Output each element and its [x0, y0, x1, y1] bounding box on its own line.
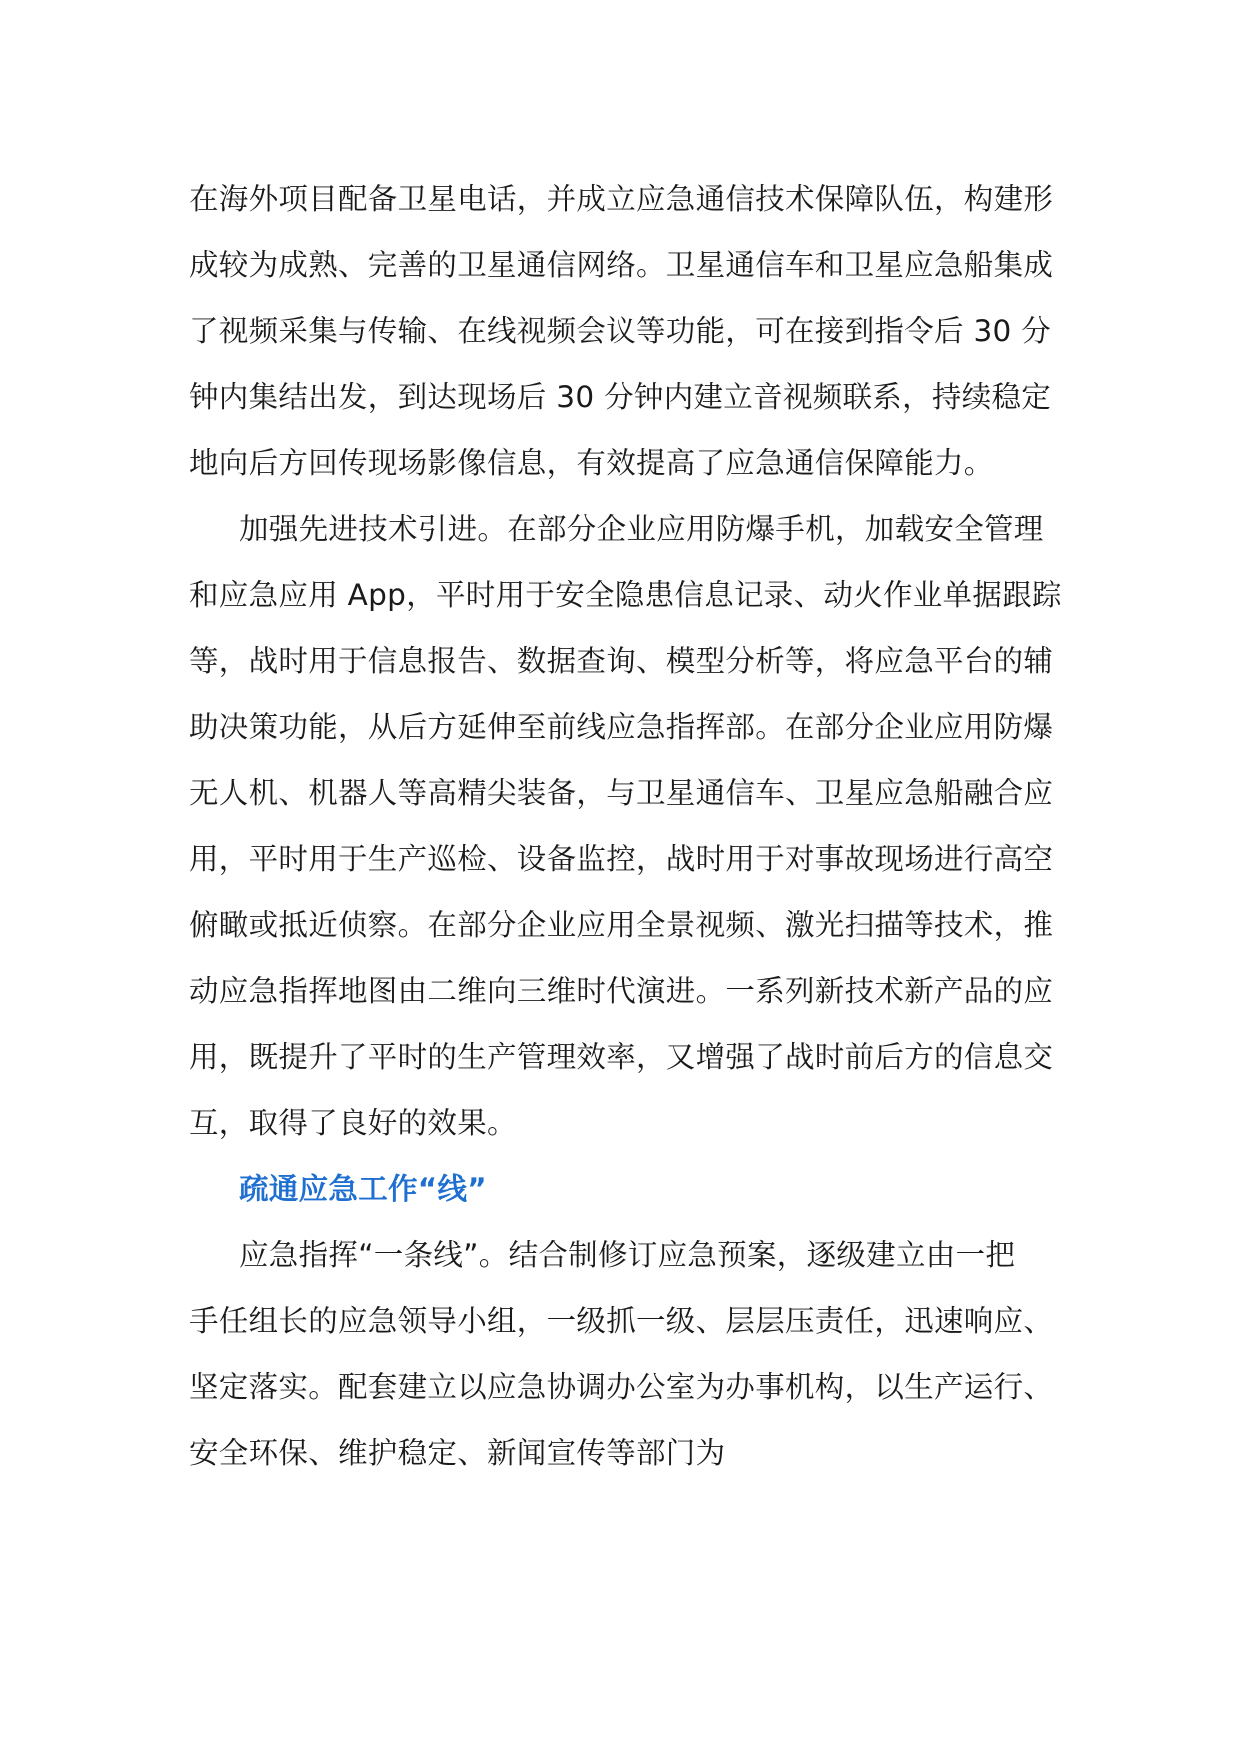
document-body: [189, 166, 1062, 1486]
text-line: 互，取得了良好的效果。: [189, 1106, 517, 1140]
text-line: 了视频采集与传输、在线视频会议等功能，可在接到指令后 30 分: [189, 314, 1052, 348]
text-line: 用，平时用于生产巡检、设备监控，战时用于对事故现场进行高空: [189, 842, 1054, 876]
text-line: 助决策功能，从后方延伸至前线应急指挥部。在部分企业应用防爆: [189, 710, 1054, 744]
paragraph-3: [189, 1222, 1054, 1486]
text-line: 地向后方回传现场影像信息，有效提高了应急通信保障能力。: [189, 446, 994, 480]
text-line: 俯瞰或抵近侦察。在部分企业应用全景视频、激光扫描等技术，推: [189, 908, 1054, 942]
text-line: 和应急应用 App，平时用于安全隐患信息记录、动火作业单据跟踪: [189, 578, 1062, 612]
text-line: 无人机、机器人等高精尖装备，与卫星通信车、卫星应急船融合应: [189, 776, 1054, 810]
text-line: 手任组长的应急领导小组，一级抓一级、层层压责任，迅速响应、: [189, 1304, 1054, 1338]
text-line: 用，既提升了平时的生产管理效率，又增强了战时前后方的信息交: [189, 1040, 1054, 1074]
text-line: 坚定落实。配套建立以应急协调办公室为办事机构，以生产运行、: [189, 1370, 1054, 1404]
text-line: 成较为成熟、完善的卫星通信网络。卫星通信车和卫星应急船集成: [189, 248, 1054, 282]
text-line: 在海外项目配备卫星电话，并成立应急通信技术保障队伍，构建形: [189, 182, 1054, 216]
text-line: 加强先进技术引进。在部分企业应用防爆手机，加载安全管理: [239, 512, 1044, 546]
text-line: 安全环保、维护稳定、新闻宣传等部门为: [189, 1436, 726, 1470]
text-line: 应急指挥“一条线”。结合制修订应急预案，逐级建立由一把: [239, 1238, 1016, 1272]
paragraph-2: [189, 496, 1062, 1156]
text-line: 等，战时用于信息报告、数据查询、模型分析等，将应急平台的辅: [189, 644, 1054, 678]
text-line: 动应急指挥地图由二维向三维时代演进。一系列新技术新产品的应: [189, 974, 1054, 1008]
section-heading: 疏通应急工作“线”: [239, 1172, 487, 1206]
paragraph-1: [189, 166, 1054, 496]
text-line: 钟内集结出发，到达现场后 30 分钟内建立音视频联系，持续稳定: [189, 380, 1052, 414]
